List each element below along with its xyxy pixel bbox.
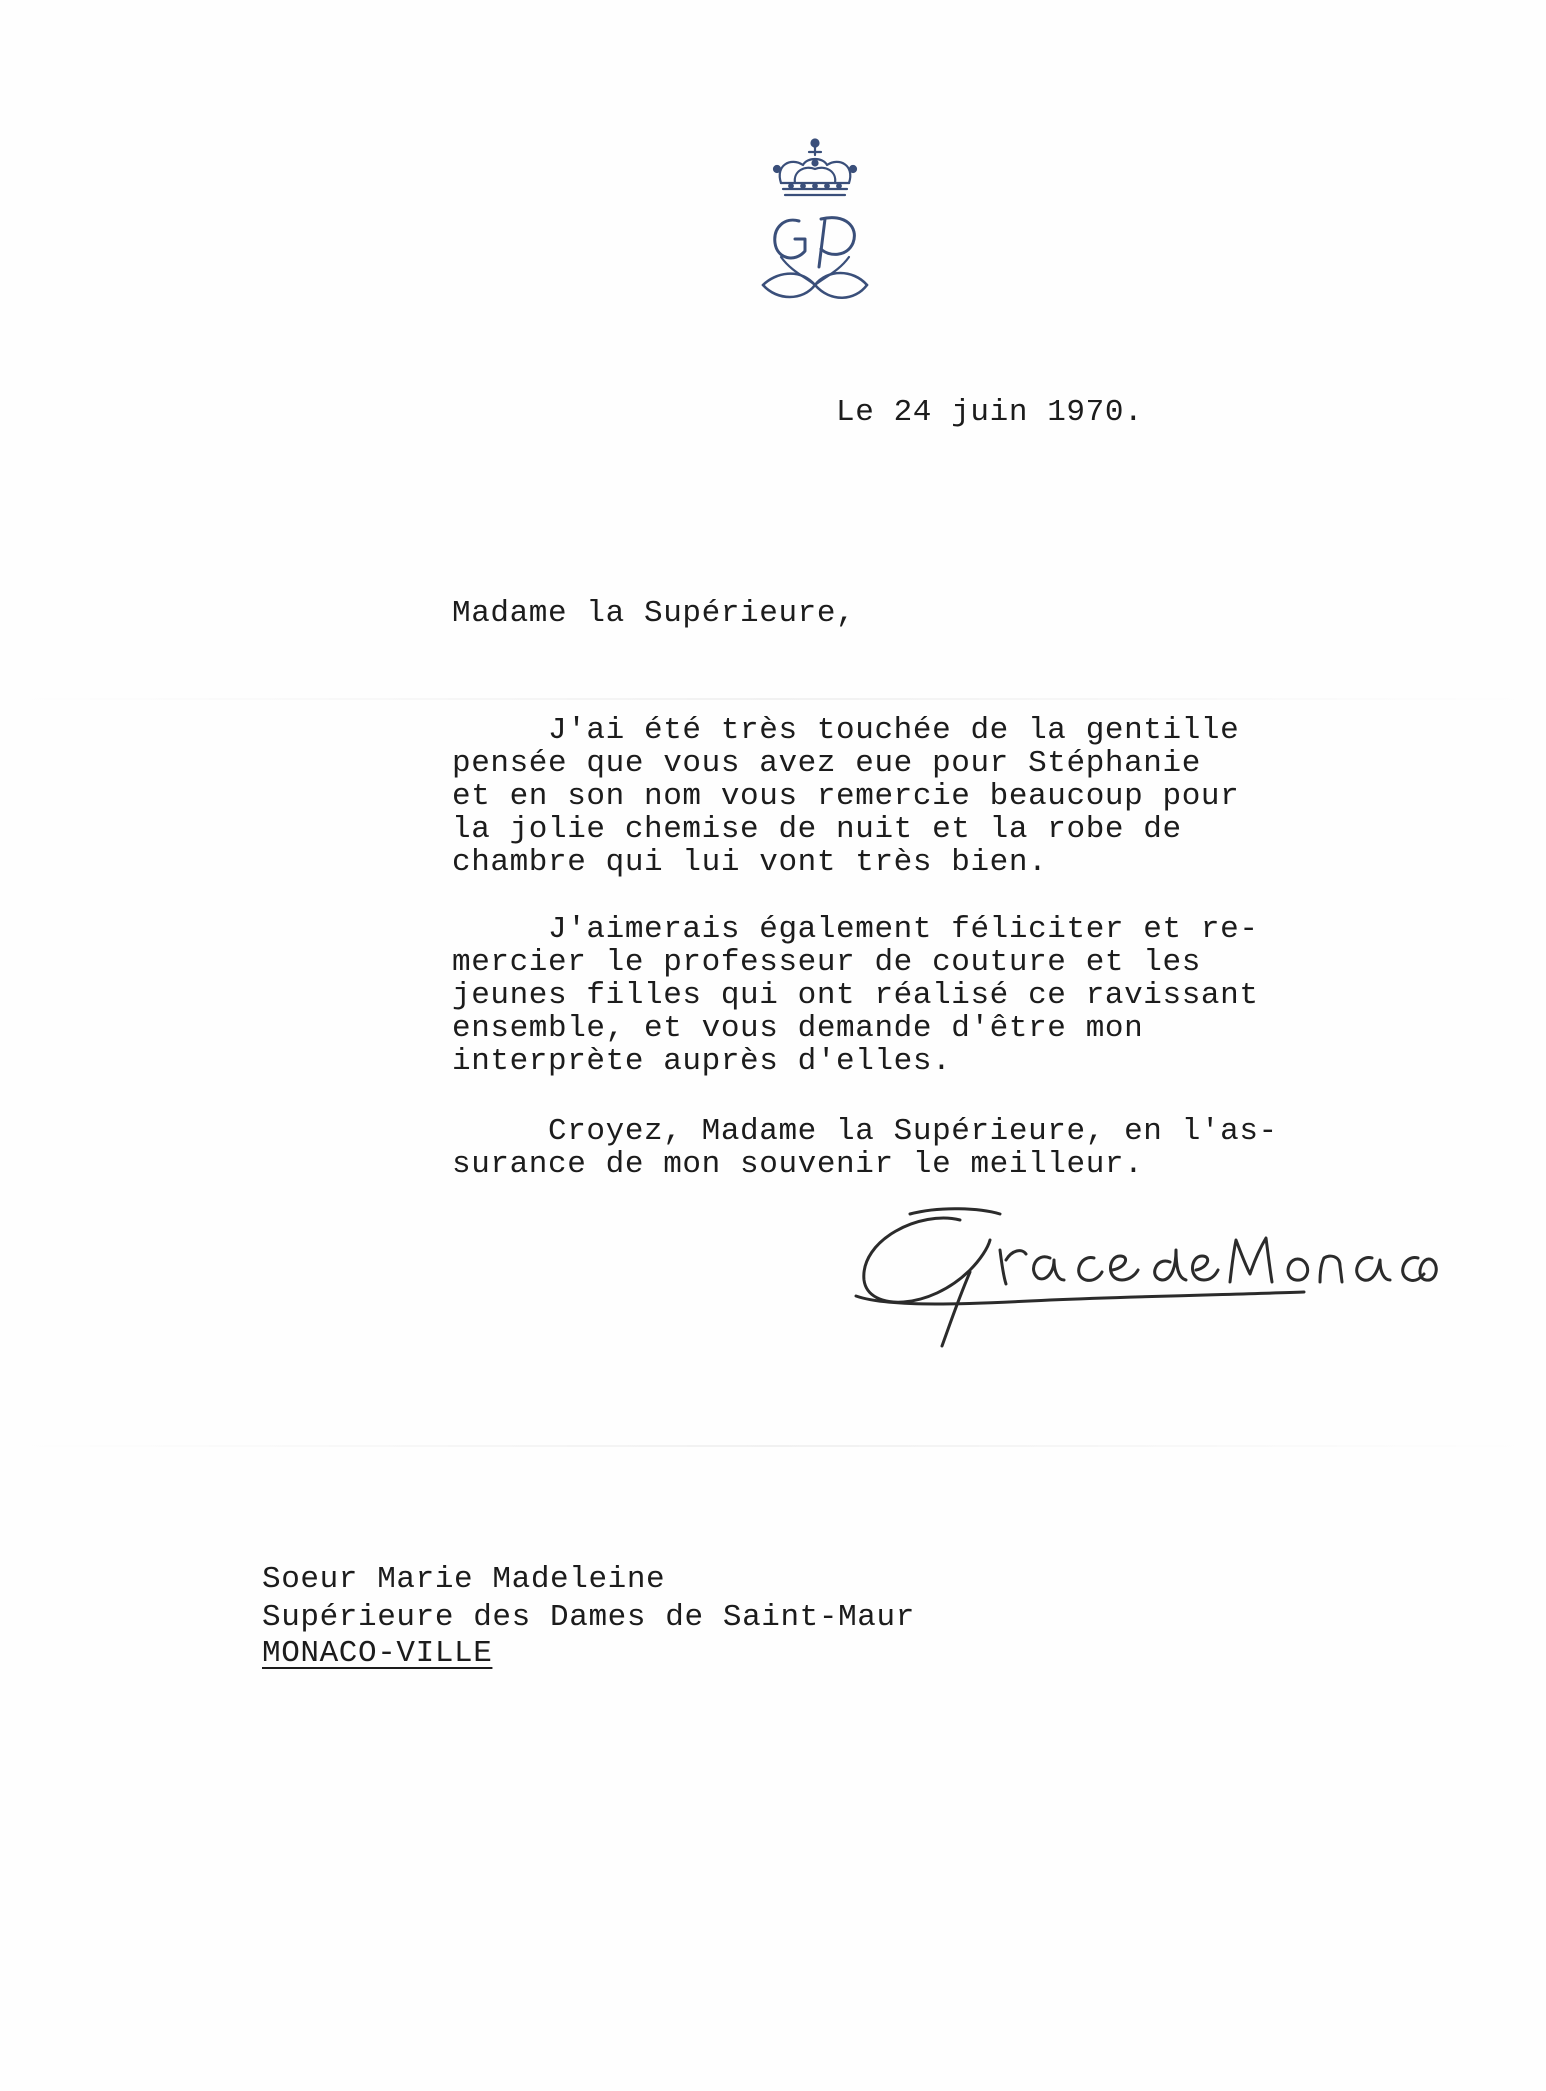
body-line: surance de mon souvenir le meilleur. <box>452 1147 1144 1182</box>
recipient-title: Supérieure des Dames de Saint-Maur <box>262 1600 915 1635</box>
body-line: pensée que vous avez eue pour Stéphanie <box>452 746 1201 781</box>
body-line: mercier le professeur de couture et les <box>452 945 1201 980</box>
body-line: jeunes filles qui ont réalisé ce ravissant <box>452 978 1259 1013</box>
body-line: chambre qui lui vont très bien. <box>452 845 1048 880</box>
handwritten-signature <box>850 1200 1440 1350</box>
body-line: Croyez, Madame la Supérieure, en l'as- <box>452 1114 1278 1149</box>
paper-fold-line <box>0 1445 1546 1447</box>
body-line: la jolie chemise de nuit et la robe de <box>452 812 1182 847</box>
crown-monogram-icon <box>755 135 875 305</box>
body-line: ensemble, et vous demande d'être mon <box>452 1011 1144 1046</box>
body-line: J'aimerais également féliciter et re- <box>452 912 1259 947</box>
salutation: Madame la Supérieure, <box>452 596 856 631</box>
body-line: interprète auprès d'elles. <box>452 1044 952 1079</box>
paper-fold-line <box>0 698 1546 700</box>
body-line: J'ai été très touchée de la gentille <box>452 713 1240 748</box>
recipient-city: MONACO-VILLE <box>262 1636 493 1671</box>
letter-date: Le 24 juin 1970. <box>836 395 1144 430</box>
body-line: et en son nom vous remercie beaucoup pour <box>452 779 1240 814</box>
recipient-name: Soeur Marie Madeleine <box>262 1562 666 1597</box>
